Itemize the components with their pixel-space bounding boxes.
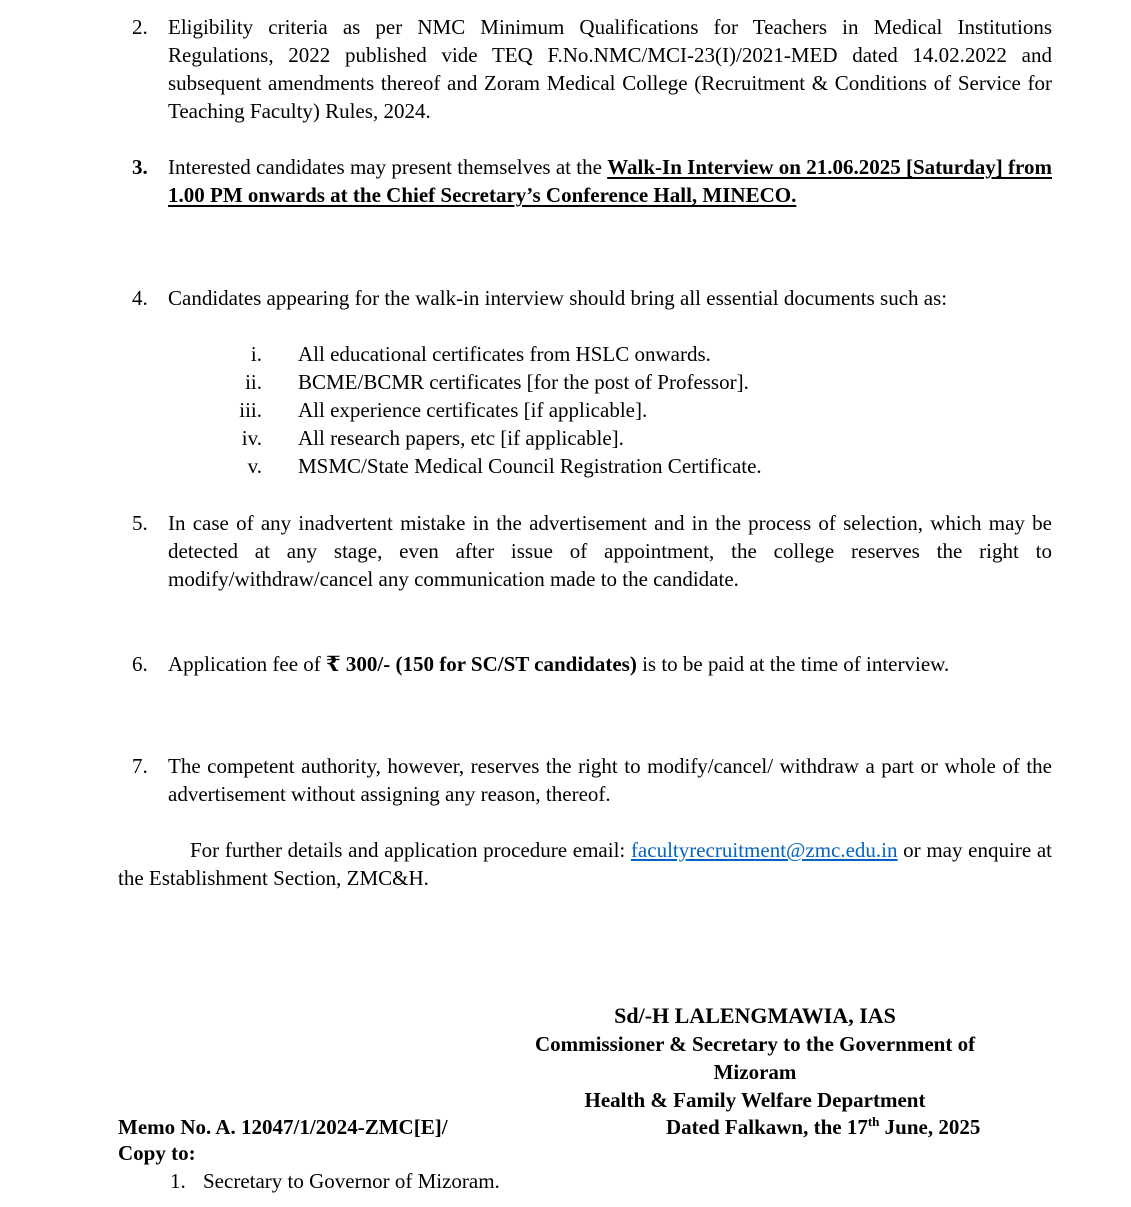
item-number: 4. bbox=[132, 286, 148, 310]
fee-intro: Application fee of bbox=[168, 652, 327, 676]
signatory-department: Health & Family Welfare Department bbox=[584, 1088, 926, 1112]
memo-number: Memo No. A. 12047/1/2024-ZMC[E]/ bbox=[118, 1115, 448, 1139]
sublist-text: All experience certificates [if applicable]. bbox=[298, 398, 648, 422]
list-item-3 bbox=[132, 153, 1052, 209]
email-link[interactable]: facultyrecruitment@zmc.edu.in bbox=[630, 838, 898, 862]
signatory-title: Commissioner & Secretary to the Government of bbox=[534, 1032, 976, 1056]
contact-intro: For further details and application procedure email: bbox=[190, 838, 631, 862]
sublist-item bbox=[200, 452, 1000, 480]
copy-to-label: Copy to: bbox=[118, 1141, 196, 1165]
item-number: 6. bbox=[132, 652, 148, 676]
list-item-5 bbox=[132, 509, 1052, 593]
contact-paragraph bbox=[118, 836, 1052, 892]
item-number: 5. bbox=[132, 511, 148, 535]
item-text-intro: Interested candidates may present themselves at the bbox=[168, 155, 608, 179]
item-text: Candidates appearing for the walk-in interview should bring all essential documents such as: bbox=[168, 286, 948, 310]
item-number: 2. bbox=[132, 15, 148, 39]
item-text: The competent authority, however, reserves the right to modify/cancel/ withdraw a part or whole of the advertisement without assigning any reason, thereof. bbox=[168, 754, 1052, 806]
copy-to-item bbox=[170, 1167, 500, 1195]
sublist-number: iv. bbox=[241, 426, 262, 450]
contact-outro: or may enquire at the Establishment Section, ZMC&H. bbox=[118, 838, 1052, 890]
list-item-7 bbox=[132, 752, 1052, 808]
sublist-number: v. bbox=[247, 454, 262, 478]
signatory-state: Mizoram bbox=[713, 1060, 797, 1084]
sublist-text: BCME/BCMR certificates [for the post of Professor]. bbox=[298, 370, 749, 394]
sublist-text: All research papers, etc [if applicable]. bbox=[298, 426, 624, 450]
fee-amount: ₹ 300/- (150 for SC/ST candidates) bbox=[326, 652, 637, 676]
copy-to-number: 1. bbox=[170, 1169, 186, 1193]
item-text bbox=[168, 650, 1052, 678]
sublist-number: ii. bbox=[245, 370, 262, 394]
item-text bbox=[168, 153, 1052, 209]
list-item-6 bbox=[132, 650, 1052, 678]
sublist-item bbox=[200, 340, 1000, 368]
copy-to-text: Secretary to Governor of Mizoram. bbox=[203, 1169, 500, 1193]
list-item-4 bbox=[132, 284, 1052, 312]
sublist-item bbox=[200, 368, 1000, 396]
sublist-item bbox=[200, 396, 1000, 424]
sublist-item bbox=[200, 424, 1000, 452]
date-suffix: June, 2025 bbox=[879, 1115, 981, 1139]
fee-outro: is to be paid at the time of interview. bbox=[636, 652, 950, 676]
item-number: 7. bbox=[132, 754, 148, 778]
item-number: 3. bbox=[132, 155, 148, 179]
sublist-number: i. bbox=[250, 342, 262, 366]
memo-date bbox=[666, 1113, 980, 1141]
item-text: Eligibility criteria as per NMC Minimum Qualifications for Teachers in Medical Institutions Regulations, 2022 published vide TEQ F.No.NMC/MCI-23(I)/2021-MED dated 14.02.2022 and subsequent amendments thereof and Zoram Medical College (Recruitment & Conditions of Service for Teaching Faculty) Rules, 2024. bbox=[168, 15, 1052, 123]
documents-sublist bbox=[200, 340, 1000, 480]
sublist-text: All educational certificates from HSLC onwards. bbox=[298, 342, 711, 366]
sublist-text: MSMC/State Medical Council Registration Certificate. bbox=[298, 454, 762, 478]
date-prefix: Dated Falkawn, the 17 bbox=[666, 1115, 868, 1139]
item-text: In case of any inadvertent mistake in the advertisement and in the process of selection, which may be detected at any stage, even after issue of appointment, the college reserves the right to modify/withdraw/cancel any communication made to the candidate. bbox=[168, 511, 1052, 591]
date-ordinal: th bbox=[867, 1114, 880, 1129]
signatory-name: Sd/-H LALENGMAWIA, IAS bbox=[614, 1003, 896, 1028]
list-item-2 bbox=[132, 13, 1052, 125]
sublist-number: iii. bbox=[239, 398, 262, 422]
walk-in-interview-details: Walk-In Interview on 21.06.2025 [Saturday] from 1.00 PM onwards at the Chief Secretary’s Conference Hall, MINECO. bbox=[168, 155, 1052, 207]
